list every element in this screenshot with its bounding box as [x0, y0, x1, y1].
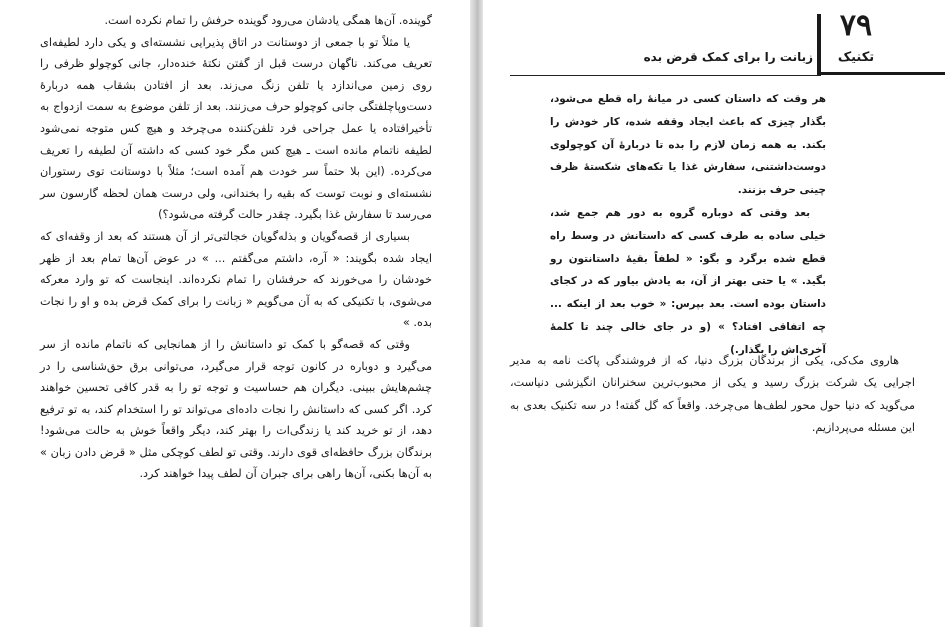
chapter-title: زبانت را برای کمک قرض بده: [643, 50, 813, 64]
technique-paragraph-1: هر وقت که داستان کسی در میانهٔ راه قطع می‌شود، بگذار چیزی که باعث ایجاد وقفه شده، کار خودش را بکند. به همه زمان لازم را بده تا دربارهٔ آن کوچولوی دوست‌داشتنی، سفارش غذا یا تکه‌های شکستهٔ ظرف چینی حرف بزنند.: [550, 93, 826, 197]
left-paragraph-4: وقتی که قصه‌گو با کمک تو داستانش را از همانجایی که ناتمام مانده از سر می‌گیرد و دوباره در کانون توجه قرار می‌گیرد، می‌توانی برق حق‌شناسی را در چشم‌هایش ببینی. دیگران هم حساسیت و توجه تو را به قدر کافی تحسین خواهند کرد. اگر کسی که داستانش را نجات داده‌ای می‌تواند تو را استخدام کند، به تو ترفیع دهد، از تو خرید کند یا زندگی‌ات را بهتر کند، دیگر واقعاً خوش به حالت می‌شود! برندگان بزرگ حافظه‌ای قوی دارند. وقتی تو لطف کوچکی مثل « قرض دادن زبان » به آن‌ها بکنی، آن‌ها راهی برای جبران آن لطف پیدا خواهند کرد.: [40, 337, 432, 481]
technique-paragraph-2: بعد وقتی که دوباره گروه به دور هم جمع شد، خیلی ساده به طرف کسی که داستانش در وسط راه قطع شده برگرد و بگو: « لطفاً بقیهٔ داستانتون رو بگید. » یا حتی بهتر از آن، به یادش بیاور که در کجای داستان بوده است. بعد بپرس: « خوب بعد از اینکه ... چه اتفاقی افتاد؟ » (و در جای خالی چند تا کلمهٔ آخری‌اش را بگذار.): [550, 206, 826, 356]
chapter-number: ۷۹: [839, 8, 873, 43]
title-rule: [510, 75, 821, 76]
technique-box: [550, 88, 826, 362]
body-text: [510, 350, 915, 440]
left-paragraph-3: بسیاری از قصه‌گویان و بذله‌گویان خجالتی‌تر از آن هستند که بعد از وقفه‌ای که ایجاد شده بگویند: « آره، داشتم می‌گفتم ... » در عوض آن‌ها تمام بعد از ظهر خودشان را می‌خورند که حرفشان را تمام نکرده‌اند. اینجاست که تو وارد معرکه می‌شوی، با تکنیکی که به آن می‌گویم « زبانت را برای کمک قرض بده و او را نجات بده. »: [40, 229, 432, 330]
left-paragraph-1: گوینده. آن‌ها همگی یادشان می‌رود گوینده حرفش را تمام نکرده است.: [104, 14, 432, 27]
chapter-label: تکنیک: [837, 50, 875, 65]
left-paragraph-2: یا مثلاً تو با جمعی از دوستانت در اتاق پذیرایی نشسته‌ای و یکی دارد لطیفه‌ای تعریف می‌کند. ناگهان درست قبل از گفتن نکتهٔ خنده‌دار، جانی کوچولو ظرفی را روی زمین می‌اندازد یا تلفن زنگ می‌زند. بعد از افتادن بشقاب همه دربارهٔ دست‌وپاچلفتگی جانی کوچولو حرف می‌زنند. بعد از تلفن موضوع به سمت ازدواج به تأخیرافتاده یا عمل جراحی فرد تلفن‌کننده می‌چرخد و هیچ کس متوجه نمی‌شود لطیفه ناتمام مانده است ـ هیچ کس مگر خود کسی که داشته آن لطیفه را تعریف می‌کرده. (این بلا حتماً سر خودت هم آمده است؛ مثلاً با دوستانت توی رستوران نشسته‌ای و نوبت توست که بقیه را بخندانی، ولی درست همان لحظه گارسون سر می‌رسد تا سفارش غذا بگیرد. چقدر حالت گرفته می‌شود؟): [40, 35, 432, 222]
label-underline: [821, 72, 945, 75]
chapter-number-bar: [817, 14, 821, 76]
body-paragraph: هاروی مک‌کی، یکی از برندگان بزرگ دنیا، که از فروشندگی پاکت نامه به مدیر اجرایی یک شرکت بزرگ رسید و یکی از محبوب‌ترین سخنرانان انگیزشی دنیاست، می‌گوید که دنیا حول محور لطف‌ها می‌چرخد. واقعاً که گل گفته! در سه تکنیک بعدی به این مسئله می‌پردازیم.: [510, 354, 915, 435]
